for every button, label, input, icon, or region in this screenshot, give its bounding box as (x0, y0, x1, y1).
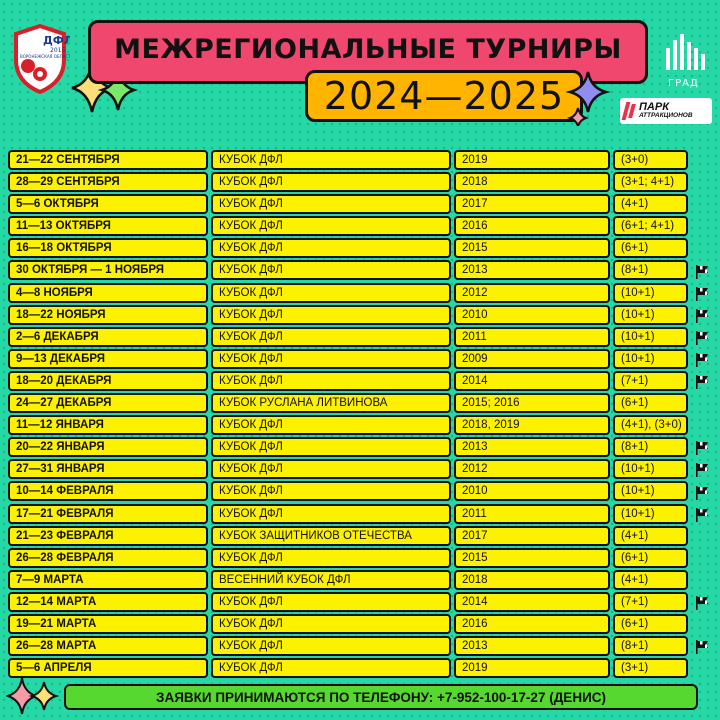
date-cell: 21—23 ФЕВРАЛЯ (8, 526, 208, 546)
birth-year-cell: 2010 (454, 481, 610, 501)
tournament-cell: КУБОК ДФЛ (211, 504, 451, 524)
park-logo-line1: ПАРК (639, 101, 669, 114)
date-cell: 18—22 НОЯБРЯ (8, 305, 208, 325)
format-cell: (4+1) (613, 194, 688, 214)
birth-year-cell: 2015 (454, 548, 610, 568)
birth-year-cell: 2015; 2016 (454, 393, 610, 413)
format-cell: (10+1) (613, 504, 688, 524)
tournament-cell: КУБОК ДФЛ (211, 459, 451, 479)
date-cell: 5—6 АПРЕЛЯ (8, 658, 208, 678)
tournament-cell: КУБОК ДФЛ (211, 238, 451, 258)
checkered-flag-icon (694, 595, 710, 611)
schedule-table (8, 150, 688, 680)
table-row (8, 570, 688, 592)
table-row (8, 260, 688, 282)
date-cell: 17—21 ФЕВРАЛЯ (8, 504, 208, 524)
dfl-logo-text: ДФЛ (43, 34, 70, 47)
birth-year-cell: 2018, 2019 (454, 415, 610, 435)
tournament-cell: КУБОК ЗАЩИТНИКОВ ОТЕЧЕСТВА (211, 526, 451, 546)
format-cell: (10+1) (613, 283, 688, 303)
checkered-flag-icon (694, 374, 710, 390)
dfl-logo-region: ВОРОНЕЖСКАЯ ОБЛАСТЬ (20, 54, 70, 59)
table-row (8, 548, 688, 570)
date-cell: 9—13 ДЕКАБРЯ (8, 349, 208, 369)
tournament-cell: КУБОК ДФЛ (211, 658, 451, 678)
tournament-cell: КУБОК ДФЛ (211, 437, 451, 457)
birth-year-cell: 2011 (454, 327, 610, 347)
birth-year-cell: 2018 (454, 570, 610, 590)
table-row (8, 614, 688, 636)
birth-year-cell: 2017 (454, 526, 610, 546)
tournament-cell: КУБОК ДФЛ (211, 636, 451, 656)
birth-year-cell: 2013 (454, 437, 610, 457)
birth-year-cell: 2010 (454, 305, 610, 325)
format-cell: (4+1) (613, 570, 688, 590)
date-cell: 19—21 МАРТА (8, 614, 208, 634)
table-row (8, 415, 688, 437)
format-cell: (7+1) (613, 592, 688, 612)
park-logo-line2: АТТРАКЦИОНОВ (639, 112, 693, 120)
format-cell: (6+1) (613, 614, 688, 634)
table-row (8, 437, 688, 459)
date-cell: 10—14 ФЕВРАЛЯ (8, 481, 208, 501)
sparkle-decor-right (566, 70, 616, 126)
birth-year-cell: 2013 (454, 260, 610, 280)
birth-year-cell: 2018 (454, 172, 610, 192)
date-cell: 30 ОКТЯБРЯ — 1 НОЯБРЯ (8, 260, 208, 280)
tournament-cell: КУБОК ДФЛ (211, 548, 451, 568)
tournament-cell: КУБОК РУСЛАНА ЛИТВИНОВА (211, 393, 451, 413)
checkered-flag-icon (694, 352, 710, 368)
table-row (8, 305, 688, 327)
page-title: МЕЖРЕГИОНАЛЬНЫЕ ТУРНИРЫ (114, 33, 622, 65)
table-row (8, 504, 688, 526)
format-cell: (3+1; 4+1) (613, 172, 688, 192)
sparkle-decor-bottom (6, 676, 60, 716)
table-row (8, 194, 688, 216)
tournament-cell: КУБОК ДФЛ (211, 194, 451, 214)
format-cell: (4+1), (3+0) (613, 415, 688, 435)
table-row (8, 526, 688, 548)
format-cell: (10+1) (613, 305, 688, 325)
checkered-flag-icon (694, 485, 710, 501)
table-row (8, 216, 688, 238)
table-row (8, 283, 688, 305)
date-cell: 2—6 ДЕКАБРЯ (8, 327, 208, 347)
date-cell: 4—8 НОЯБРЯ (8, 283, 208, 303)
birth-year-cell: 2019 (454, 658, 610, 678)
format-cell: (10+1) (613, 327, 688, 347)
date-cell: 12—14 МАРТА (8, 592, 208, 612)
table-row (8, 636, 688, 658)
birth-year-cell: 2014 (454, 371, 610, 391)
season-years: 2024—2025 (323, 74, 565, 118)
checkered-flag-icon (694, 507, 710, 523)
format-cell: (10+1) (613, 459, 688, 479)
contact-footer (64, 684, 698, 710)
date-cell: 24—27 ДЕКАБРЯ (8, 393, 208, 413)
table-row (8, 150, 688, 172)
date-cell: 26—28 ФЕВРАЛЯ (8, 548, 208, 568)
format-cell: (6+1) (613, 238, 688, 258)
tournament-cell: КУБОК ДФЛ (211, 327, 451, 347)
tournament-cell: КУБОК ДФЛ (211, 415, 451, 435)
date-cell: 11—13 ОКТЯБРЯ (8, 216, 208, 236)
table-row (8, 592, 688, 614)
table-row (8, 393, 688, 415)
date-cell: 27—31 ЯНВАРЯ (8, 459, 208, 479)
grad-logo (660, 30, 710, 92)
tournament-cell: ВЕСЕННИЙ КУБОК ДФЛ (211, 570, 451, 590)
checkered-flag-icon (694, 440, 710, 456)
tournament-cell: КУБОК ДФЛ (211, 592, 451, 612)
dfl-logo (10, 22, 70, 94)
park-logo (620, 98, 712, 124)
birth-year-cell: 2014 (454, 592, 610, 612)
table-row (8, 371, 688, 393)
birth-year-cell: 2013 (454, 636, 610, 656)
table-row (8, 349, 688, 371)
checkered-flag-icon (694, 308, 710, 324)
tournament-cell: КУБОК ДФЛ (211, 150, 451, 170)
format-cell: (3+1) (613, 658, 688, 678)
tournament-cell: КУБОК ДФЛ (211, 283, 451, 303)
birth-year-cell: 2012 (454, 283, 610, 303)
birth-year-cell: 2017 (454, 194, 610, 214)
date-cell: 7—9 МАРТА (8, 570, 208, 590)
birth-year-cell: 2016 (454, 614, 610, 634)
format-cell: (4+1) (613, 526, 688, 546)
format-cell: (8+1) (613, 636, 688, 656)
format-cell: (8+1) (613, 437, 688, 457)
year-banner (305, 70, 583, 122)
birth-year-cell: 2019 (454, 150, 610, 170)
format-cell: (8+1) (613, 260, 688, 280)
tournament-cell: КУБОК ДФЛ (211, 172, 451, 192)
date-cell: 5—6 ОКТЯБРЯ (8, 194, 208, 214)
contact-text: ЗАЯВКИ ПРИНИМАЮТСЯ ПО ТЕЛЕФОНУ: +7-952-100-17-27 (ДЕНИС) (155, 689, 607, 705)
format-cell: (10+1) (613, 349, 688, 369)
format-cell: (6+1; 4+1) (613, 216, 688, 236)
checkered-flag-icon (694, 330, 710, 346)
birth-year-cell: 2016 (454, 216, 610, 236)
birth-year-cell: 2015 (454, 238, 610, 258)
tournament-cell: КУБОК ДФЛ (211, 260, 451, 280)
format-cell: (6+1) (613, 548, 688, 568)
table-row (8, 238, 688, 260)
date-cell: 11—12 ЯНВАРЯ (8, 415, 208, 435)
format-cell: (6+1) (613, 393, 688, 413)
checkered-flag-icon (694, 639, 710, 655)
table-row (8, 172, 688, 194)
dfl-logo-year: 2015 (50, 47, 66, 54)
date-cell: 18—20 ДЕКАБРЯ (8, 371, 208, 391)
format-cell: (7+1) (613, 371, 688, 391)
table-row (8, 459, 688, 481)
tournament-cell: КУБОК ДФЛ (211, 614, 451, 634)
table-row (8, 481, 688, 503)
tournament-cell: КУБОК ДФЛ (211, 349, 451, 369)
date-cell: 21—22 СЕНТЯБРЯ (8, 150, 208, 170)
format-cell: (3+0) (613, 150, 688, 170)
date-cell: 16—18 ОКТЯБРЯ (8, 238, 208, 258)
tournament-cell: КУБОК ДФЛ (211, 216, 451, 236)
checkered-flag-icon (694, 462, 710, 478)
birth-year-cell: 2009 (454, 349, 610, 369)
table-row (8, 327, 688, 349)
tournament-cell: КУБОК ДФЛ (211, 481, 451, 501)
tournament-cell: КУБОК ДФЛ (211, 305, 451, 325)
checkered-flag-icon (694, 264, 710, 280)
format-cell: (10+1) (613, 481, 688, 501)
birth-year-cell: 2012 (454, 459, 610, 479)
tournament-cell: КУБОК ДФЛ (211, 371, 451, 391)
date-cell: 20—22 ЯНВАРЯ (8, 437, 208, 457)
date-cell: 26—28 МАРТА (8, 636, 208, 656)
date-cell: 28—29 СЕНТЯБРЯ (8, 172, 208, 192)
birth-year-cell: 2011 (454, 504, 610, 524)
checkered-flag-icon (694, 286, 710, 302)
grad-logo-text: ГРАД (668, 78, 699, 89)
table-row (8, 658, 688, 680)
